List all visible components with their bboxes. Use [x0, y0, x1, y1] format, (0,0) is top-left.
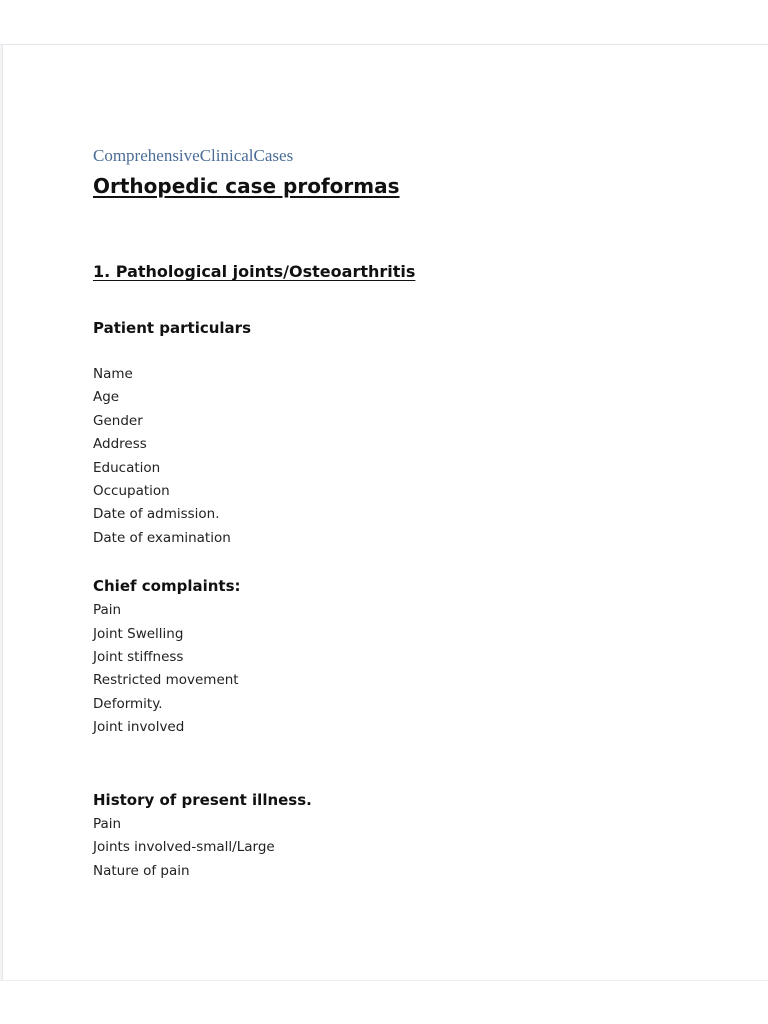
list-item: Pain [93, 602, 122, 619]
patient-particulars-list [93, 363, 693, 550]
list-item: Name [93, 366, 133, 382]
chief-complaints-heading: Chief complaints: [93, 577, 241, 596]
patient-particulars-heading: Patient particulars [93, 319, 251, 337]
list-item: Pain [93, 815, 122, 832]
section-title: 1. Pathological joints/Osteoarthritis [93, 262, 416, 281]
viewer-top-bar [0, 0, 768, 45]
list-item: Date of examination [93, 529, 231, 546]
history-list [93, 813, 693, 883]
document-page[interactable] [2, 45, 768, 980]
list-item: Date of admission. [93, 506, 220, 523]
list-item: Nature of pain [93, 862, 190, 879]
document-title: Orthopedic case proformas [93, 174, 400, 198]
page-content [93, 145, 693, 883]
list-item: Restricted movement [93, 672, 239, 689]
list-item: Address [93, 436, 147, 453]
chief-complaints-list [93, 599, 693, 739]
list-item: Age [93, 389, 120, 406]
list-item: Joint stiffness [93, 649, 184, 666]
viewer-bottom-bar [0, 980, 768, 1024]
list-item: Deformity. [93, 695, 163, 712]
series-title: ComprehensiveClinicalCases [93, 146, 294, 165]
list-item: Joint Swelling [93, 625, 184, 642]
list-item: Education [93, 459, 161, 476]
list-item: Occupation [93, 483, 170, 500]
list-item: Joints involved-small/Large [93, 839, 275, 856]
history-heading: History of present illness. [93, 790, 312, 809]
list-item: Joint involved [93, 719, 185, 736]
list-item: Gender [93, 412, 143, 429]
